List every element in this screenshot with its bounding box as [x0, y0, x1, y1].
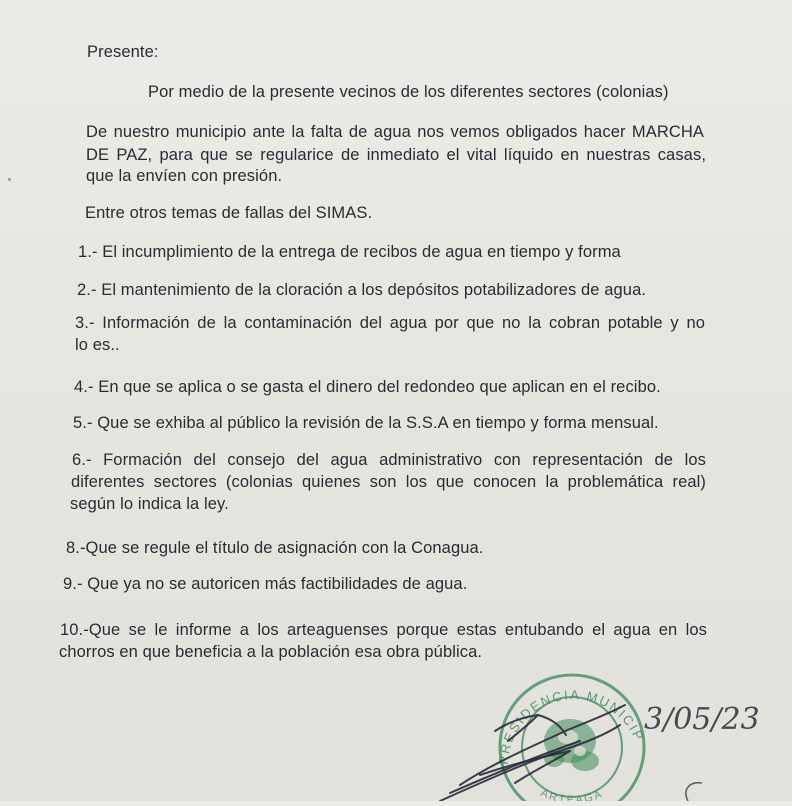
paragraph-line: De nuestro municipio ante la falta de agua nos vemos obligados hacer MARCHA [86, 123, 704, 141]
list-item: 6.- Formación del consejo del agua administrativo con representación de los [72, 451, 706, 469]
list-item: 1.- El incumplimiento de la entrega de recibos de agua en tiempo y forma [78, 243, 621, 261]
stamp-bottom-text: ARTEAGA [538, 786, 606, 801]
list-item: lo es.. [75, 336, 120, 354]
paragraph-line: que la envíen con presión. [86, 167, 283, 185]
official-stamp-and-signature [420, 655, 792, 801]
svg-text:ARTEAGA [539, 787, 606, 801]
list-item: 10.-Que se le informe a los arteaguenses porque estas entubando el agua en los [60, 621, 707, 639]
list-item: 2.- El mantenimiento de la cloración a los depósitos potabilizadores de agua. [77, 281, 647, 299]
list-item: según lo indica la ley. [70, 495, 229, 513]
list-item: 8.-Que se regule el título de asignación con la Conagua. [66, 539, 484, 557]
list-item: chorros en que beneficia a la población esa obra pública. [59, 643, 483, 661]
list-item: 9.- Que ya no se autoricen más factibilidades de agua. [63, 575, 468, 593]
topics-intro: Entre otros temas de fallas del SIMAS. [85, 204, 373, 222]
greeting: Presente: [87, 43, 159, 61]
list-item: 3.- Información de la contaminación del agua por que no la cobran potable y no [75, 314, 705, 332]
paper-speck [8, 178, 11, 181]
list-item: diferentes sectores (colonias quienes son los que conocen la problemática real) [71, 473, 706, 491]
paragraph-line: DE PAZ, para que se regularice de inmediato el vital líquido en nuestras casas, [86, 146, 706, 164]
stamp-seal-graphic [420, 655, 792, 801]
intro-line: Por medio de la presente vecinos de los diferentes sectores (colonias) [148, 83, 669, 101]
list-item: 4.- En que se aplica o se gasta el dinero del redondeo que aplican en el recibo. [74, 378, 661, 396]
handwritten-date: 3/05/23 [644, 702, 760, 737]
stamp-top-text: PRESIDENCIA MUNICIP [495, 687, 647, 766]
list-item: 5.- Que se exhiba al público la revisión de la S.S.A en tiempo y forma mensual. [73, 414, 659, 432]
